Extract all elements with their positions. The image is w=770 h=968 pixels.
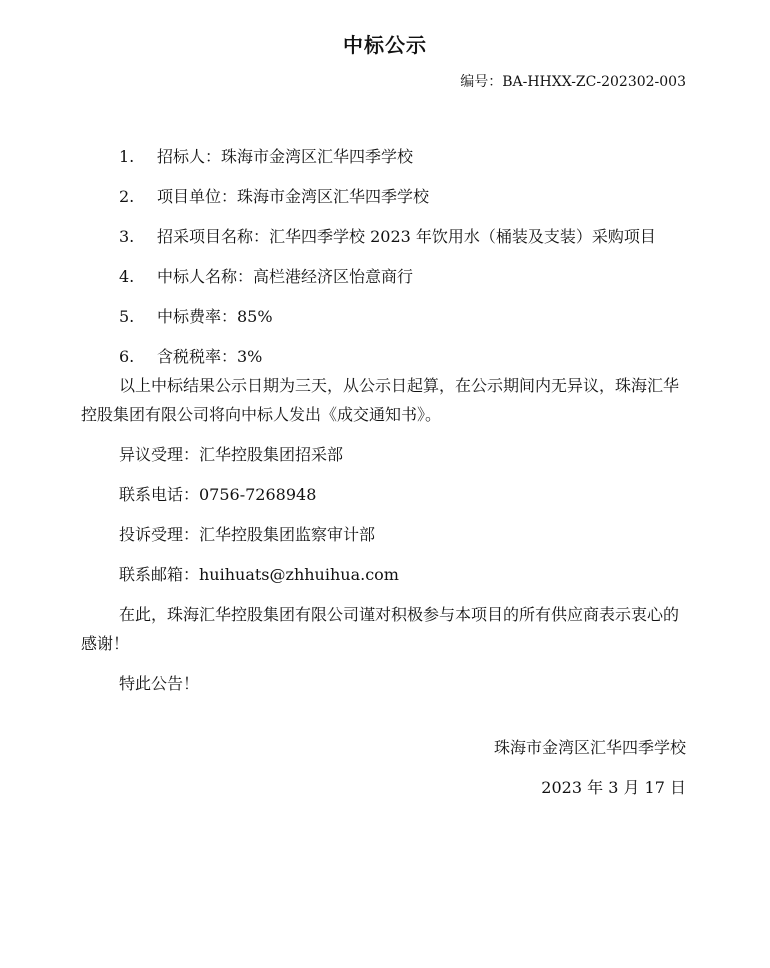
closing-note: 特此公告！ (119, 674, 200, 693)
announcement-paragraph: 以上中标结果公示日期为三天，从公示日起算，在公示期间内无异议，珠海汇华控股集团有限公司将向中标人发出《成交通知书》。 (81, 376, 680, 424)
list-item (119, 302, 688, 331)
complaint-contact: 投诉受理：汇华控股集团监察审计部 (119, 525, 376, 544)
list-item-text: 招采项目名称：汇华四季学校 2023 年饮用水（桶装及支装）采购项目 (157, 227, 656, 246)
list-item-number: 2. (119, 187, 135, 206)
list-item-text: 含税税率：3% (157, 347, 263, 366)
notice-body (81, 142, 688, 698)
page-title: 中标公示 (343, 33, 427, 57)
list-item-number: 1. (119, 147, 135, 166)
list-item (119, 342, 688, 371)
list-item-number: 3. (119, 227, 135, 246)
signature-organization: 珠海市金湾区汇华四季学校 (493, 738, 686, 757)
thanks-paragraph: 在此，珠海汇华控股集团有限公司谨对积极参与本项目的所有供应商表示衷心的感谢！ (81, 605, 680, 653)
list-item-text: 招标人：珠海市金湾区汇华四季学校 (157, 147, 414, 166)
email-contact: 联系邮箱：huihuats@zhhuihua.com (119, 565, 399, 584)
list-item-text: 项目单位：珠海市金湾区汇华四季学校 (157, 187, 430, 206)
list-item-number: 5. (119, 307, 135, 326)
list-item (119, 262, 688, 291)
phone-contact: 联系电话：0756-7268948 (119, 485, 317, 504)
objection-contact: 异议受理：汇华控股集团招采部 (119, 445, 344, 464)
list-item-number: 4. (119, 267, 135, 286)
serial-number: 编号：BA-HHXX-ZC-202302-003 (460, 74, 686, 90)
list-item (119, 142, 688, 171)
signature-date: 2023 年 3 月 17 日 (541, 778, 686, 797)
list-item (119, 182, 688, 211)
list-item (119, 222, 688, 251)
list-item-number: 6. (119, 347, 135, 366)
list-item-text: 中标人名称：高栏港经济区怡意商行 (157, 267, 414, 286)
list-item-text: 中标费率：85% (157, 307, 273, 326)
